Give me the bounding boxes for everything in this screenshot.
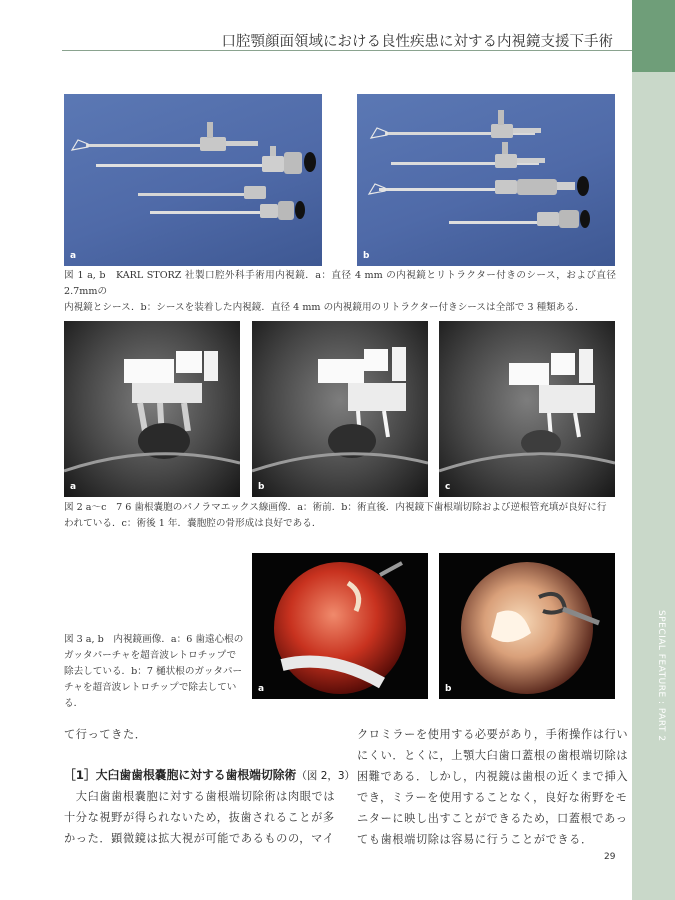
- figure2-caption-line2: われている．c：術後 1 年．嚢胞腔の骨形成は良好である．: [64, 518, 322, 529]
- endoscope-set-b-illustration: [357, 94, 615, 266]
- figure2-panel-label-a: a: [70, 482, 77, 492]
- figure3-endoscope-image-a: [252, 553, 428, 699]
- figure3-panel-label-b: b: [445, 684, 452, 694]
- figure3-endoscope-image-b: [439, 553, 615, 699]
- endoscopic-view-b-illustration: [439, 553, 615, 699]
- figure3-caption-line4: チャを超音波レトロチップで除去してい: [64, 682, 237, 693]
- panoramic-xray-b-illustration: [252, 321, 428, 497]
- section-heading-figure-ref: （図 2，3）: [296, 770, 356, 782]
- figure1-caption-line1: 図 1 a, b KARL STORZ 社製口腔外科手術用内視鏡．a：直径 4 mm の内視鏡とリトラクター付きのシース，および直径2.7mmの: [64, 270, 616, 297]
- right-column-line: でき，ミラーを使用することなく，良好な術野をモ: [357, 791, 628, 804]
- figure2-xray-c: [439, 321, 615, 497]
- figure1-caption: [64, 268, 616, 316]
- figure3-caption: [64, 632, 246, 712]
- left-column-line: 十分な視野が得られないため，抜歯されることが多: [64, 811, 335, 824]
- figure2-caption: [64, 500, 616, 532]
- right-column-line: にくい．とくに，上顎大臼歯口蓋根の歯根端切除は: [357, 749, 629, 762]
- side-band-accent: [632, 0, 675, 72]
- figure3-caption-line2: ガッタパーチャを超音波レトロチップで: [64, 650, 237, 661]
- endoscopic-view-a-illustration: [252, 553, 428, 699]
- section-heading: [64, 766, 355, 783]
- figure2-panel-label-b: b: [258, 482, 265, 492]
- figure1-panel-label-a: a: [70, 251, 77, 261]
- panoramic-xray-a-illustration: [64, 321, 240, 497]
- header-divider: [62, 50, 632, 51]
- endoscope-set-a-illustration: [64, 94, 322, 266]
- left-column-paragraph: [64, 786, 335, 849]
- figure3-panel-label-a: a: [258, 684, 265, 694]
- panoramic-xray-c-illustration: [439, 321, 615, 497]
- running-header-title: 口腔顎顔面領域における良性疾患に対する内視鏡支援下手術: [221, 34, 613, 50]
- figure3-caption-line5: る．: [64, 698, 84, 709]
- right-column-line: ても歯根端切除は容易に行うことができる．: [357, 833, 593, 846]
- figure1-panel-label-b: b: [363, 251, 370, 261]
- right-column-line: ニターに映し出すことができるため，口蓋根であっ: [357, 812, 628, 825]
- figure1-photo-a: [64, 94, 322, 266]
- page-number: 29: [604, 852, 616, 862]
- figure3-caption-line3: 除去している．b：7 樋状根のガッタパー: [64, 666, 243, 677]
- left-column-line: かった．顕微鏡は拡大視が可能であるものの，マイ: [64, 832, 335, 845]
- left-column-line: 大臼歯歯根嚢胞に対する歯根端切除術は肉眼では: [64, 790, 336, 803]
- figure2-xray-a: [64, 321, 240, 497]
- figure2-caption-line1: 図 2 a～c 7 6 歯根嚢胞のパノラマエックス線画像．a：術前．b：術直後．内視鏡下歯根端切除および逆根管充填が良好に行: [64, 502, 607, 513]
- right-column-line: クロミラーを使用する必要があり，手術操作は行い: [357, 728, 629, 741]
- figure1-caption-line2: 内視鏡とシース．b：シースを装着した内視鏡．直径 4 mm の内視鏡用のリトラクター付きシースは全部で 3 種類ある．: [64, 302, 585, 313]
- right-column-line: 困難である．しかし，内視鏡は歯根の近くまで挿入: [357, 770, 629, 783]
- side-section-label: SPECIAL FEATURE : PART 2: [656, 610, 666, 742]
- section-heading-text: ［1］大臼歯歯根嚢胞に対する歯根端切除術: [64, 768, 297, 782]
- figure3-caption-line1: 図 3 a, b 内視鏡画像．a：6 歯遠心根の: [64, 634, 244, 645]
- left-column-intro-line: て行ってきた．: [64, 728, 147, 741]
- figure2-panel-label-c: c: [445, 482, 451, 492]
- figure2-xray-b: [252, 321, 428, 497]
- right-column-paragraph: [357, 724, 628, 850]
- figure1-photo-b: [357, 94, 615, 266]
